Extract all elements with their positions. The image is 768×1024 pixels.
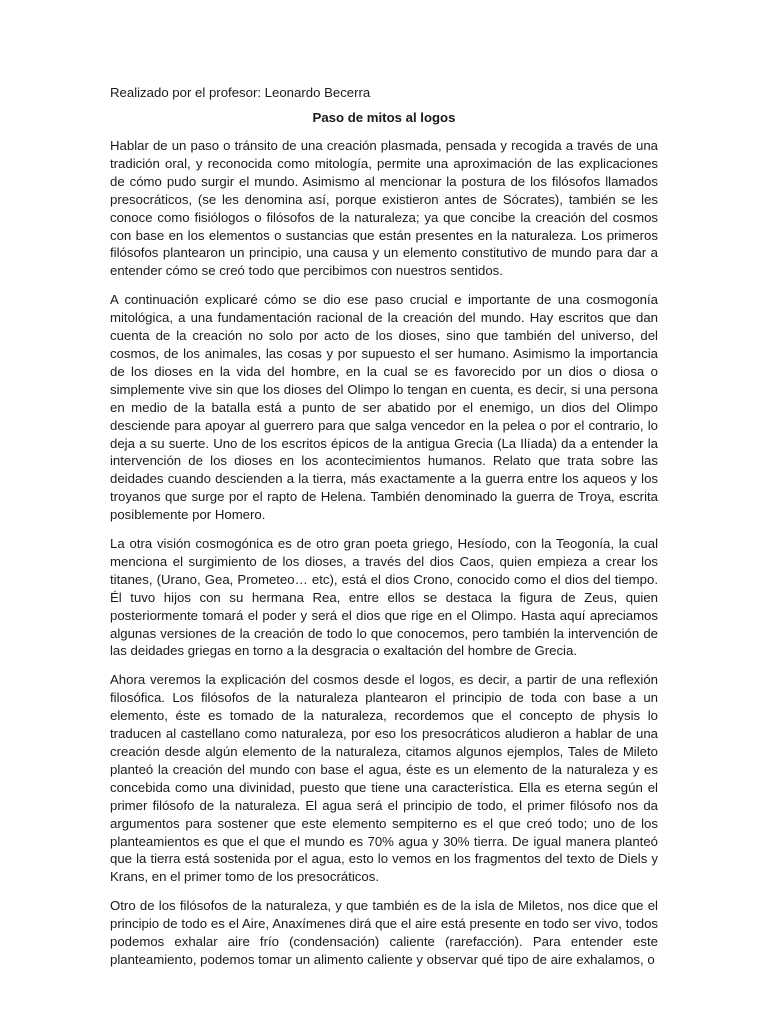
paragraph-1: Hablar de un paso o tránsito de una creación plasmada, pensada y recogida a través de una tradición oral, y reconocida como mitología, permite una aproximación de las explicaciones de cómo pudo surgir el mundo. Asimismo al mencionar la postura de los filósofos llamados presocráticos, (se les denomina así, porque existieron antes de Sócrates), también se les conoce como fisiólogos o filósofos de la naturaleza; ya que concibe la creación del cosmos con base en los elementos o sustancias que están presentes en la naturaleza. Los primeros filósofos plantearon un principio, una causa y un elemento constitutivo de mundo para dar a entender cómo se creó todo que percibimos con nuestros sentidos. (110, 138, 658, 279)
paragraph-5: Otro de los filósofos de la naturaleza, y que también es de la isla de Miletos, nos dice que el principio de todo es el Aire, Anaxímenes dirá que el aire está presente en todo ser vivo, todos podemos exhalar aire frío (condensación) caliente (rarefacción). Para entender este planteamiento, podemos tomar un alimento caliente y observar qué tipo de aire exhalamos, o (110, 898, 658, 967)
paragraph-4: Ahora veremos la explicación del cosmos desde el logos, es decir, a partir de una reflexión filosófica. Los filósofos de la naturaleza plantearon el principio de toda con base a un elemento, éste es tomado de la naturaleza, recordemos que el concepto de physis lo traducen al castellano como naturaleza, por eso los presocráticos aludieron a hablar de una creación desde algún elemento de la naturaleza, citamos algunos ejemplos, Tales de Mileto planteó la creación del mundo con base el agua, éste es un elemento de la naturaleza y es concebida como una divinidad, puesto que tiene una característica. Ella es eterna según el primer filósofo de la naturaleza. El agua será el principio de todo, el primer filósofo nos da argumentos para sostener que este elemento sempiterno es el que creó todo; uno de los planteamientos es que el que el mundo es 70% agua y 30% tierra. De igual manera planteó que la tierra está sostenida por el agua, esto lo vemos en los fragmentos del texto de Diels y Krans, en el primer tomo de los presocráticos. (110, 672, 658, 885)
document-title: Paso de mitos al logos (312, 110, 456, 125)
author-line: Realizado por el profesor: Leonardo Becerra (110, 85, 371, 100)
paragraph-3: La otra visión cosmogónica es de otro gran poeta griego, Hesíodo, con la Teogonía, la cual menciona el surgimiento de los dioses, a través del dios Caos, quien empieza a crear los titanes, (Urano, Gea, Prometeo… etc), está el dios Crono, conocido como el dios del tiempo. Él tuvo hijos con su hermana Rea, entre ellos se destaca la figura de Zeus, quien posteriormente tomará el poder y será el dios que rige en el Olimpo. Hasta aquí apreciamos algunas versiones de la creación de todo lo que conocemos, pero también la intervención de las deidades griegas en torno a la desgracia o exaltación del hombre de Grecia. (110, 536, 658, 659)
paragraph-2: A continuación explicaré cómo se dio ese paso crucial e importante de una cosmogonía mitológica, a una fundamentación racional de la creación del mundo. Hay escritos que dan cuenta de la creación no solo por acto de los dioses, sino que también del universo, del cosmos, de los animales, las cosas y por supuesto el ser humano. Asimismo la importancia de los dioses en la vida del hombre, en la cual se es favorecido por un dios o diosa o simplemente vive sin que los dioses del Olimpo lo tengan en cuenta, es decir, si una persona en medio de la batalla está a punto de ser abatido por el enemigo, un dios del Olimpo desciende para apoyar al guerrero para que salga vencedor en la pelea o por el contrario, lo deja a su suerte. Uno de los escritos épicos de la antigua Grecia (La Ilíada) da a entender la intervención de los dioses en los acontecimientos humanos. Relato que trata sobre las deidades cuando descienden a la tierra, más exactamente a la guerra entre los aqueos y los troyanos que surge por el rapto de Helena. También denominado la guerra de Troya, escrita posiblemente por Homero. (110, 292, 658, 523)
document-page (110, 84, 658, 980)
